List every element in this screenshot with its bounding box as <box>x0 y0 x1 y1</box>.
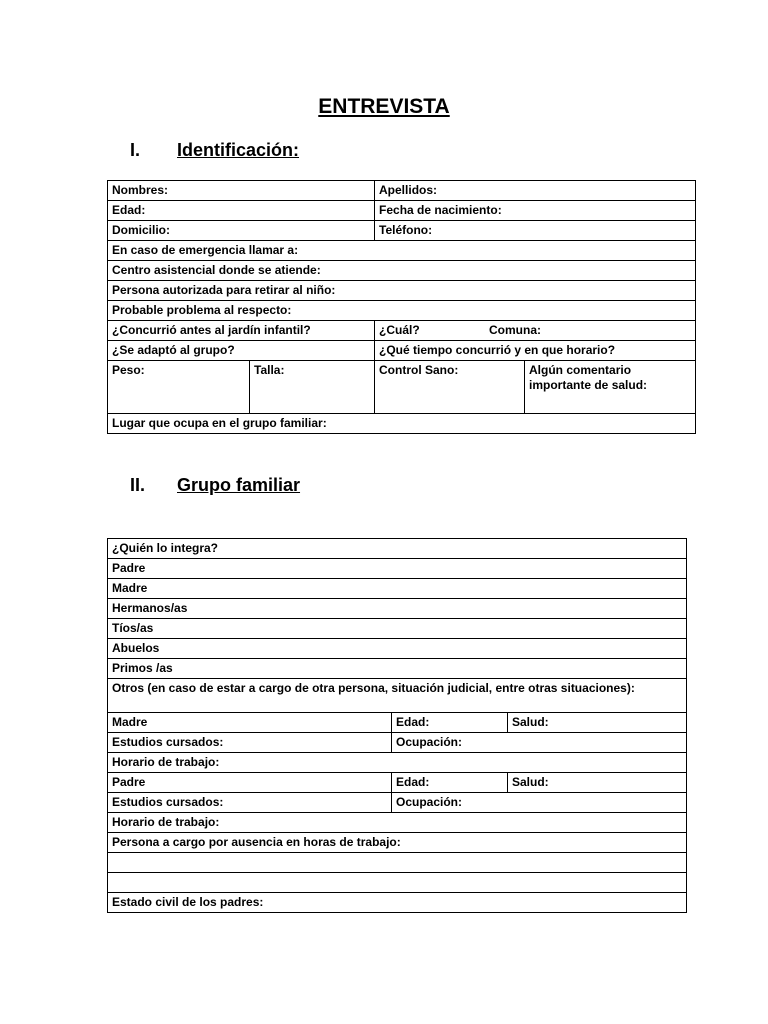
otros-field[interactable]: Otros (en caso de estar a cargo de otra persona, situación judicial, entre otras situaciones): <box>108 679 687 713</box>
madre-ocupacion-field[interactable]: Ocupación: <box>392 733 687 753</box>
comuna-label: Comuna: <box>489 323 542 337</box>
madre-estudios-field[interactable]: Estudios cursados: <box>108 733 392 753</box>
cual-label: ¿Cuál? <box>379 323 420 337</box>
comentario-salud-field[interactable]: Algún comentario importante de salud: <box>525 361 696 414</box>
padre-horario-field[interactable]: Horario de trabajo: <box>108 813 687 833</box>
control-sano-field[interactable]: Control Sano: <box>375 361 525 414</box>
madre-field[interactable]: Madre <box>108 713 392 733</box>
centro-asistencial-field[interactable]: Centro asistencial donde se atiende: <box>108 261 696 281</box>
padre-field[interactable]: Padre <box>108 773 392 793</box>
section-title: Identificación: <box>177 140 300 160</box>
nombres-field[interactable]: Nombres: <box>108 181 375 201</box>
tios-row[interactable]: Tíos/as <box>108 619 687 639</box>
estado-civil-field[interactable]: Estado civil de los padres: <box>108 893 687 913</box>
apellidos-field[interactable]: Apellidos: <box>375 181 696 201</box>
persona-cargo-field[interactable]: Persona a cargo por ausencia en horas de trabajo: <box>108 833 687 853</box>
edad-field[interactable]: Edad: <box>108 201 375 221</box>
padre-edad-field[interactable]: Edad: <box>392 773 508 793</box>
abuelos-row[interactable]: Abuelos <box>108 639 687 659</box>
persona-autorizada-field[interactable]: Persona autorizada para retirar al niño: <box>108 281 696 301</box>
section-title: Grupo familiar <box>177 475 301 495</box>
madre-row[interactable]: Madre <box>108 579 687 599</box>
fecha-nacimiento-field[interactable]: Fecha de nacimiento: <box>375 201 696 221</box>
section-number: II. <box>130 475 146 495</box>
quien-integra-field[interactable]: ¿Quién lo integra? <box>108 539 687 559</box>
blank-row[interactable] <box>108 873 687 893</box>
page-title: ENTREVISTA <box>318 95 450 118</box>
madre-horario-field[interactable]: Horario de trabajo: <box>108 753 687 773</box>
que-tiempo-field[interactable]: ¿Qué tiempo concurrió y en que horario? <box>375 341 696 361</box>
cual-comuna-field[interactable] <box>375 321 696 341</box>
section-number: I. <box>130 140 141 160</box>
talla-field[interactable]: Talla: <box>250 361 375 414</box>
se-adapto-field[interactable]: ¿Se adaptó al grupo? <box>108 341 375 361</box>
concurrio-field[interactable]: ¿Concurrió antes al jardín infantil? <box>108 321 375 341</box>
padre-estudios-field[interactable]: Estudios cursados: <box>108 793 392 813</box>
grupo-familiar-table <box>107 538 687 913</box>
peso-field[interactable]: Peso: <box>108 361 250 414</box>
domicilio-field[interactable]: Domicilio: <box>108 221 375 241</box>
hermanos-row[interactable]: Hermanos/as <box>108 599 687 619</box>
primos-row[interactable]: Primos /as <box>108 659 687 679</box>
padre-ocupacion-field[interactable]: Ocupación: <box>392 793 687 813</box>
madre-edad-field[interactable]: Edad: <box>392 713 508 733</box>
lugar-grupo-field[interactable]: Lugar que ocupa en el grupo familiar: <box>108 414 696 434</box>
padre-row[interactable]: Padre <box>108 559 687 579</box>
blank-row[interactable] <box>108 853 687 873</box>
probable-problema-field[interactable]: Probable problema al respecto: <box>108 301 696 321</box>
madre-salud-field[interactable]: Salud: <box>508 713 687 733</box>
padre-salud-field[interactable]: Salud: <box>508 773 687 793</box>
telefono-field[interactable]: Teléfono: <box>375 221 696 241</box>
identificacion-table <box>107 180 696 434</box>
emergencia-field[interactable]: En caso de emergencia llamar a: <box>108 241 696 261</box>
